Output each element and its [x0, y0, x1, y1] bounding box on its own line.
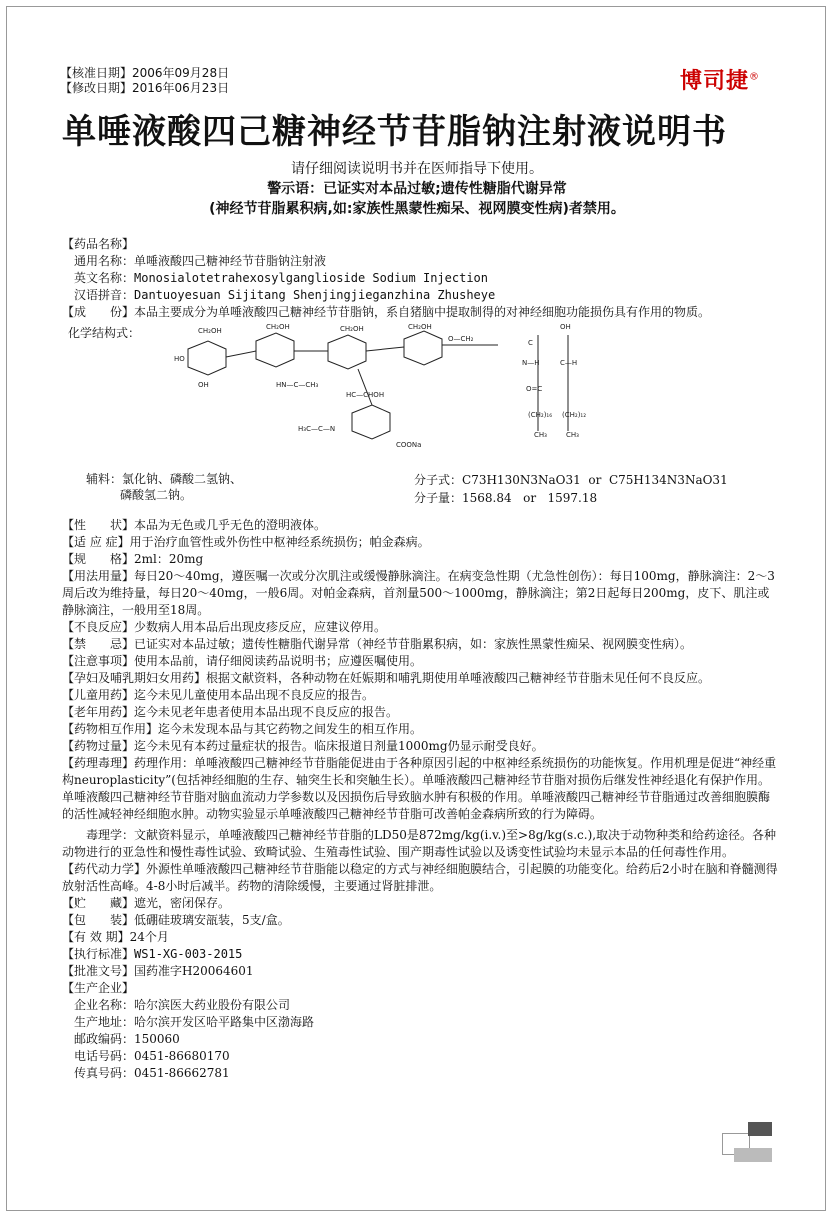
generic-name: 通用名称：单唾液酸四己糖神经节苷脂钠注射液 [74, 254, 327, 268]
mw-2: 1597.18 [547, 491, 598, 505]
trait-text: 本品为无色或几乎无色的澄明液体。 [134, 518, 327, 532]
formula-label: 分子式： [414, 473, 463, 487]
preg-label: 【孕妇及哺乳期妇女用药】 [62, 671, 207, 685]
maker-zip: 邮政编码：150060 [74, 1032, 180, 1046]
standard-text: WS1-XG-003-2015 [134, 947, 243, 961]
caution-text: 使用本品前，请仔细阅读药品说明书；应遵医嘱使用。 [134, 654, 423, 668]
pk-text: 外源性单唾液酸四己糖神经节苷脂能以稳定的方式与神经细胞膜结合，引起膜的功能变化。给药后2小时在脑和脊髓测得放射活性高峰。4-8小时后减半。药物的清除缓慢，主要通过肾脏排泄。 [62, 862, 778, 893]
valid-label: 【有 效 期】 [62, 930, 130, 944]
svg-text:HO: HO [174, 355, 185, 363]
maker-fax: 传真号码：0451-86662781 [74, 1066, 230, 1080]
decor-box-dark [748, 1122, 772, 1136]
brand-logo [680, 64, 760, 95]
svg-text:CH₂OH: CH₂OH [408, 323, 432, 331]
notice-line: 请仔细阅读说明书并在医师指导下使用。 [291, 161, 543, 177]
interact-label: 【药物相互作用】 [62, 722, 159, 736]
name-heading: 【药品名称】 [62, 237, 135, 251]
structure-diagram [168, 321, 688, 481]
excipient-2: 磷酸氢二钠。 [120, 488, 193, 502]
valid-text: 24个月 [129, 930, 169, 944]
svg-text:CH₂OH: CH₂OH [266, 323, 290, 331]
standard-label: 【执行标准】 [62, 947, 135, 961]
pharm-label: 【药理毒理】 [62, 756, 135, 770]
registered-mark: ® [749, 71, 761, 83]
preg-text: 根据文献资料，各种动物在妊娠期和哺乳期使用单唾液酸四己糖神经节苷脂未见任何不良反应。 [206, 671, 711, 685]
adverse-label: 【不良反应】 [62, 620, 135, 634]
svg-text:C: C [528, 339, 533, 347]
warning-line-1: 警示语：已证实对本品过敏;遗传性糖脂代谢异常 [267, 181, 567, 197]
tox-text: 毒理学：文献资料显示，单唾液酸四己糖神经节苷脂的LD50是872mg/kg(i.v.)至>8g/kg(s.c.),取决于动物种类和给药途径。各种动物进行的亚急性和慢性毒性试验、致畸试验、生殖毒性试验、围产期毒性试验以及诱变性试验均未显示本品的任何毒性作用。 [62, 828, 777, 859]
formula-block [414, 471, 728, 507]
formula-or: or [588, 473, 602, 487]
approval-text: 国药准字H20064601 [134, 964, 254, 978]
svg-text:(CH₂)₁₂: (CH₂)₁₂ [562, 411, 587, 419]
maker-tel: 电话号码：0451-86680170 [74, 1049, 230, 1063]
svg-text:O=C: O=C [526, 385, 543, 393]
caution-label: 【注意事项】 [62, 654, 135, 668]
package-label: 【包 装】 [62, 913, 135, 927]
spec-text: 2ml：20mg [134, 552, 204, 566]
brand-name: 博司捷 [680, 69, 750, 94]
adverse-text: 少数病人用本品后出现皮疹反应，应建议停用。 [134, 620, 387, 634]
svg-text:CH₂OH: CH₂OH [198, 327, 222, 335]
elder-label: 【老年用药】 [62, 705, 135, 719]
formula-1: C73H130N3NaO31 [462, 473, 581, 487]
indication-label: 【适 应 症】 [62, 535, 130, 549]
pinyin-name: 汉语拼音：Dantuoyesuan Sijitang Shenjingjieganzhina Zhusheye [74, 288, 496, 302]
warning-line-2: (神经节苷脂累积病,如:家族性黑蒙性痴呆、视网膜变性病)者禁用。 [209, 201, 625, 217]
usage-text: 每日20～40mg，遵医嘱一次或分次肌注或缓慢静脉滴注。在病变急性期（尤急性创伤）：每日100mg，静脉滴注：2～3周后改为维持量，每日20～40mg，一般6周。对帕金森病，首剂量500～1000mg，静脉滴注；第2日起每日200mg，皮下、肌注或静脉滴注，一般用至18周。 [62, 569, 775, 617]
indication-text: 用于治疗血管性或外伤性中枢神经系统损伤；帕金森病。 [129, 535, 430, 549]
svg-text:(CH₂)₁₆: (CH₂)₁₆ [528, 411, 553, 419]
elder-text: 迄今未见老年患者使用本品出现不良反应的报告。 [134, 705, 399, 719]
excipient-1: 氯化钠、磷酸二氢钠、 [122, 472, 243, 486]
storage-text: 遮光，密闭保存。 [134, 896, 231, 910]
svg-text:C—H: C—H [560, 359, 578, 367]
mw-or: or [523, 491, 537, 505]
overdose-label: 【药物过量】 [62, 739, 135, 753]
maker-name: 企业名称：哈尔滨医大药业股份有限公司 [74, 998, 291, 1012]
svg-text:N—H: N—H [522, 359, 540, 367]
svg-text:COONa: COONa [396, 441, 422, 449]
usage-label: 【用法用量】 [62, 569, 135, 583]
maker-address: 生产地址：哈尔滨开发区哈平路集中区渤海路 [74, 1015, 315, 1029]
interact-text: 迄今未发现本品与其它药物之间发生的相互作用。 [158, 722, 423, 736]
english-name: 英文名称：Monosialotetrahexosylganglioside Sodium Injection [74, 271, 489, 285]
contra-label: 【禁 忌】 [62, 637, 135, 651]
maker-label: 【生产企业】 [62, 981, 135, 995]
chem-label: 化学结构式： [68, 326, 141, 340]
ingredient-label: 【成 份】 [62, 305, 135, 319]
child-text: 迄今未见儿童使用本品出现不良反应的报告。 [134, 688, 375, 702]
child-label: 【儿童用药】 [62, 688, 135, 702]
svg-text:O—CH₂: O—CH₂ [448, 335, 474, 343]
svg-text:H₃C—C—N: H₃C—C—N [298, 425, 336, 433]
mw-label: 分子量： [414, 491, 463, 505]
svg-text:CH₃: CH₃ [534, 431, 547, 439]
ingredient-section [62, 304, 778, 321]
revise-date: 【修改日期】2016年06月23日 [60, 81, 230, 95]
pharm-text: 药理作用：单唾液酸四己糖神经节苷脂能促进由于各种原因引起的中枢神经系统损伤的功能恢复。作用机理是促进“神经重构neuroplasticity”(包括神经细胞的生存、轴突生长和突触生长）。单唾液酸四己糖神经节苷脂对损伤后继发性神经退化有保护作用。单唾液酸四己糖神经节苷脂对脑血流动力学参数以及因损伤后导致脑水肿有积极的作用。单唾液酸四己糖神经节苷脂通过改善细胞膜酶的活性减轻神经细胞水肿。动物实验显示单唾液酸四己糖神经节苷脂可改善帕金森病所致的行为障碍。 [62, 756, 777, 821]
mw-1: 1568.84 [462, 491, 512, 505]
approval-label: 【批准文号】 [62, 964, 135, 978]
approve-date: 【核准日期】2006年09月28日 [60, 66, 230, 80]
ingredient-text: 本品主要成分为单唾液酸四己糖神经节苷脂钠，系自猪脑中提取制得的对神经细胞功能损伤具有作用的物质。 [134, 305, 711, 319]
overdose-text: 迄今未见有本药过量症状的报告。临床报道日剂量1000mg仍显示耐受良好。 [134, 739, 544, 753]
pk-label: 【药代动力学】 [62, 862, 147, 876]
svg-text:OH: OH [560, 323, 571, 331]
package-text: 低硼硅玻璃安瓿装，5支/盒。 [134, 913, 290, 927]
leaflet-body [62, 236, 778, 1082]
svg-text:OH: OH [198, 381, 209, 389]
svg-text:HC—CHOH: HC—CHOH [346, 391, 385, 399]
svg-text:CH₂OH: CH₂OH [340, 325, 364, 333]
decor-box-light [734, 1148, 772, 1162]
svg-text:HN—C—CH₃: HN—C—CH₃ [276, 381, 319, 389]
trait-label: 【性 状】 [62, 518, 135, 532]
date-block [60, 66, 229, 96]
formula-2: C75H134N3NaO31 [608, 473, 728, 487]
svg-text:CH₃: CH₃ [566, 431, 579, 439]
contra-text: 已证实对本品过敏；遗传性糖脂代谢异常（神经节苷脂累积病，如：家族性黑蒙性痴呆、视网膜变性病）。 [134, 637, 693, 651]
excipient-label: 辅料： [86, 472, 123, 486]
storage-label: 【贮 藏】 [62, 896, 135, 910]
document-title: 单唾液酸四己糖神经节苷脂钠注射液说明书 [62, 112, 727, 152]
spec-label: 【规 格】 [62, 552, 135, 566]
